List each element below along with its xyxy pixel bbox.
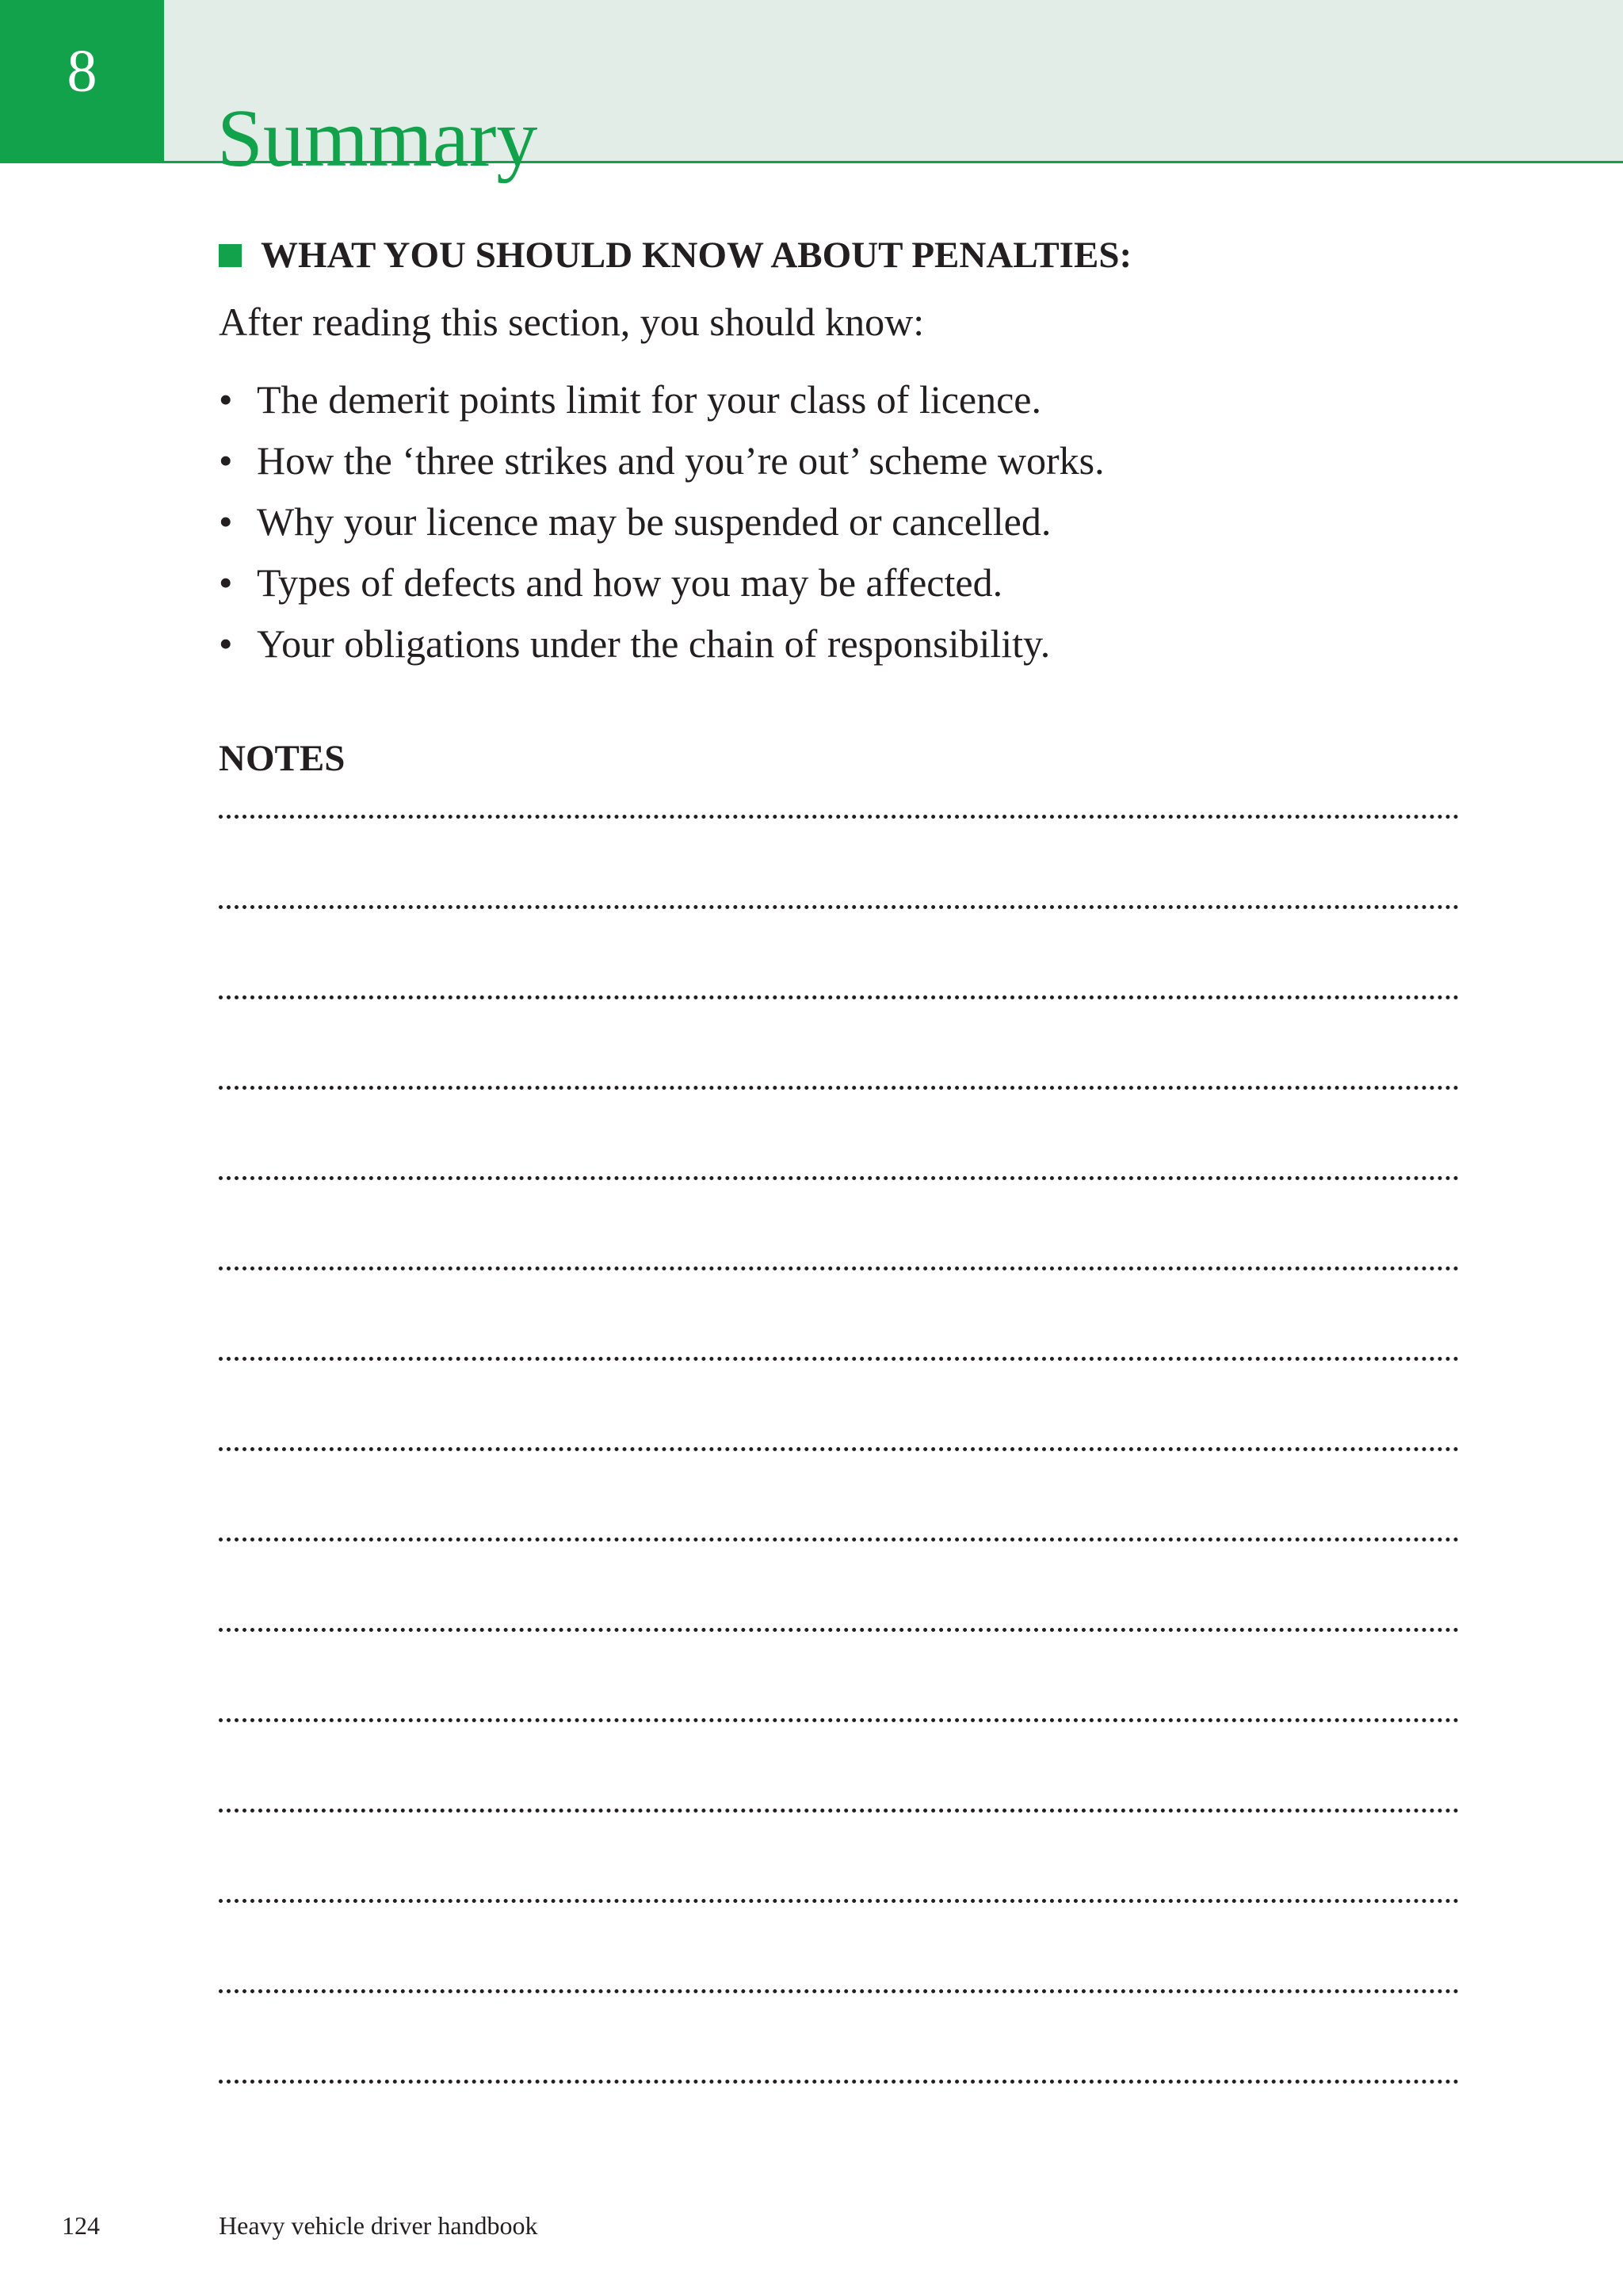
intro-text: After reading this section, you should know: [219, 300, 925, 344]
section-heading-text: WHAT YOU SHOULD KNOW ABOUT PENALTIES: [261, 235, 1132, 276]
note-line [219, 1899, 1459, 1903]
list-item-text: Why your licence may be suspended or cancelled. [257, 499, 1052, 544]
note-line [219, 1266, 1459, 1270]
section-heading [219, 232, 1132, 278]
chapter-tab [0, 0, 164, 163]
bullet-icon: • [219, 560, 233, 605]
list-item-text: Types of defects and how you may be affected. [257, 560, 1003, 605]
note-line [219, 1628, 1459, 1632]
list-item [219, 430, 1105, 491]
note-line [219, 1086, 1459, 1090]
note-line [219, 1718, 1459, 1722]
note-line [219, 905, 1459, 909]
document-title: Heavy vehicle driver handbook [219, 2211, 538, 2240]
list-item-text: The demerit points limit for your class of licence. [257, 377, 1041, 422]
bullet-icon: • [219, 377, 233, 422]
note-line [219, 1989, 1459, 1993]
note-line [219, 1809, 1459, 1813]
chapter-number: 8 [67, 38, 97, 105]
page-title: Summary [217, 93, 538, 184]
note-line [219, 1538, 1459, 1541]
note-line [219, 1176, 1459, 1180]
note-line [219, 1357, 1459, 1361]
square-bullet-icon [219, 244, 242, 267]
list-item [219, 369, 1105, 430]
note-line [219, 2080, 1459, 2084]
note-line [219, 995, 1459, 999]
bullet-icon: • [219, 499, 233, 544]
list-item-text: Your obligations under the chain of responsibility. [257, 621, 1051, 666]
list-item [219, 613, 1105, 674]
learning-points-list [219, 369, 1105, 674]
notes-heading: NOTES [219, 738, 346, 779]
note-line [219, 815, 1459, 819]
bullet-icon: • [219, 621, 233, 666]
bullet-icon: • [219, 438, 233, 483]
list-item [219, 491, 1105, 552]
note-line [219, 1447, 1459, 1451]
page-number: 124 [62, 2211, 100, 2240]
list-item-text: How the ‘three strikes and you’re out’ scheme works. [257, 438, 1105, 483]
list-item [219, 552, 1105, 613]
